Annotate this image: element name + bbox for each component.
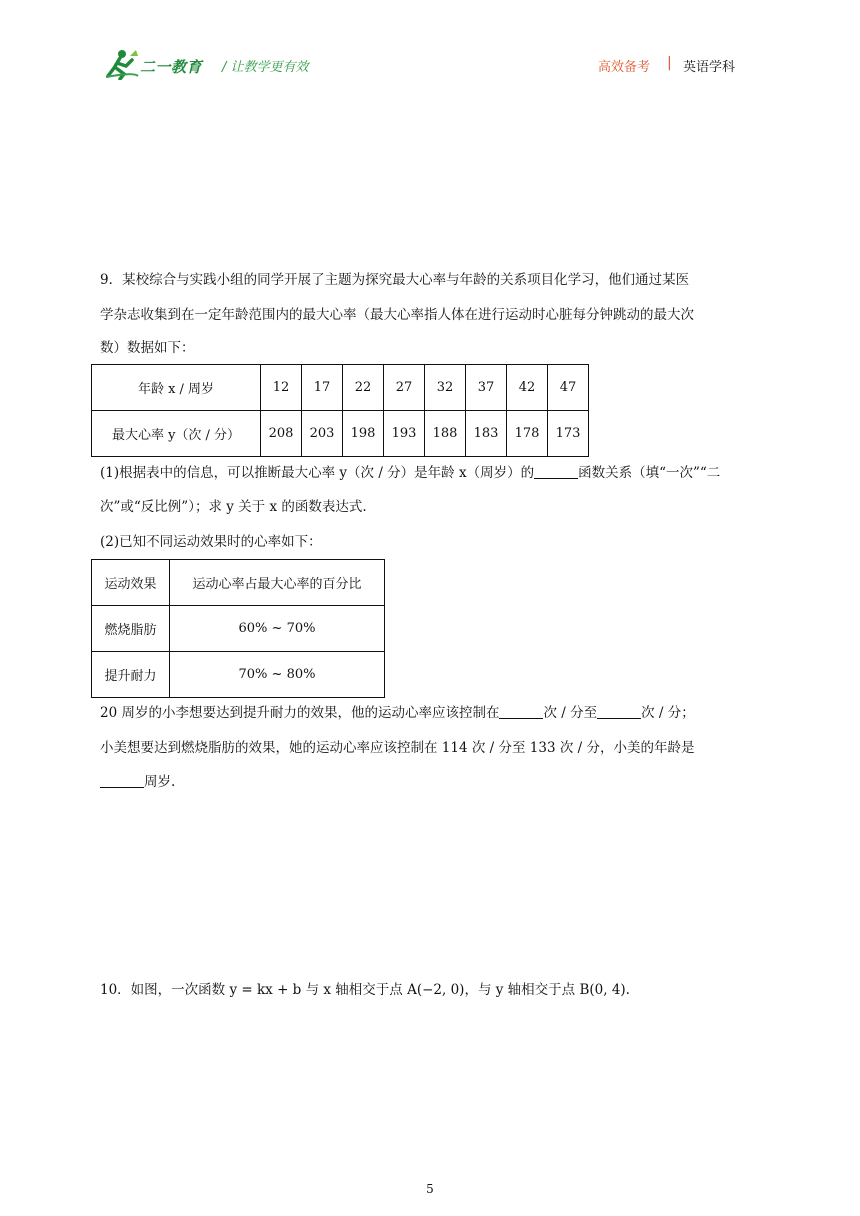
age-cell: 22 — [343, 365, 384, 411]
q9-part1-text-a: (1)根据表中的信息，可以推断最大心率 y（次 / 分）是年龄 x（周岁）的 — [100, 465, 535, 481]
table-row — [92, 560, 385, 606]
age-cell: 32 — [425, 365, 466, 411]
age-cell: 12 — [261, 365, 302, 411]
exercise-effect-table — [91, 559, 385, 698]
answer-blank — [100, 773, 144, 788]
rate-cell: 203 — [302, 411, 343, 457]
brand-name: 二一教育 — [140, 58, 203, 76]
answer-blank — [597, 704, 641, 719]
table-row — [92, 652, 385, 698]
q9-part1-line1 — [100, 463, 760, 483]
table-row — [92, 606, 385, 652]
header-label-subject: 英语学科 — [683, 60, 736, 75]
brand-slogan: / 让教学更有效 — [222, 60, 309, 75]
page-number: 5 — [426, 1182, 434, 1196]
age-cell: 42 — [507, 365, 548, 411]
age-cell: 47 — [548, 365, 589, 411]
q10-stem: 10．如图，一次函数 y = kx + b 与 x 轴相交于点 A(−2, 0)，与 y 轴相交于点 B(0, 4). — [100, 982, 630, 998]
answer-blank — [534, 464, 578, 479]
percent-cell: 60% ~ 70% — [170, 606, 385, 652]
rate-cell: 173 — [548, 411, 589, 457]
rate-cell: 208 — [261, 411, 302, 457]
rate-cell: 198 — [343, 411, 384, 457]
q9-part2-line2: 小美想要达到燃烧脂肪的效果，她的运动心率应该控制在 114 次 / 分至 133 次 / 分，小美的年龄是 — [100, 740, 695, 756]
heart-rate-table — [91, 364, 589, 457]
rate-header: 最大心率 y（次 / 分） — [92, 411, 261, 457]
q9-part1-line2: 次”或“反比例”）；求 y 关于 x 的函数表达式. — [100, 499, 367, 515]
q9-part2-intro: (2)已知不同运动效果时的心率如下： — [100, 534, 322, 550]
answer-blank — [499, 704, 543, 719]
table-row-age — [92, 365, 589, 411]
percent-cell: 70% ~ 80% — [170, 652, 385, 698]
age-cell: 37 — [466, 365, 507, 411]
q9-part2-text-a: 20 周岁的小李想要达到提升耐力的效果，他的运动心率应该控制在 — [100, 705, 500, 721]
effect-cell: 燃烧脂肪 — [92, 606, 170, 652]
q9-part2-text-d: 周岁. — [144, 774, 176, 790]
age-cell: 27 — [384, 365, 425, 411]
rate-cell: 193 — [384, 411, 425, 457]
rate-cell: 188 — [425, 411, 466, 457]
percent-header: 运动心率占最大心率的百分比 — [170, 560, 385, 606]
age-cell: 17 — [302, 365, 343, 411]
page-header — [0, 0, 860, 100]
header-label-exam: 高效备考 — [598, 60, 651, 75]
effect-cell: 提升耐力 — [92, 652, 170, 698]
rate-cell: 178 — [507, 411, 548, 457]
q9-part1-text-b: 函数关系（填“一次”“二 — [578, 465, 721, 481]
q9-part2-line1 — [100, 703, 760, 723]
header-separator: | — [667, 55, 672, 71]
q9-line3: 数）数据如下： — [100, 340, 195, 356]
q9-part2-line3 — [100, 772, 760, 792]
q9-line2: 学杂志收集到在一定年龄范围内的最大心率（最大心率指人体在进行运动时心脏每分钟跳动的最大次 — [100, 307, 694, 323]
age-header: 年龄 x / 周岁 — [92, 365, 261, 411]
q9-line1: 9．某校综合与实践小组的同学开展了主题为探究最大心率与年龄的关系项目化学习，他们通过某医 — [100, 272, 690, 288]
rate-cell: 183 — [466, 411, 507, 457]
effect-header: 运动效果 — [92, 560, 170, 606]
q9-part2-text-b: 次 / 分至 — [543, 705, 598, 721]
table-row-rate — [92, 411, 589, 457]
q9-part2-text-c: 次 / 分； — [641, 705, 695, 721]
